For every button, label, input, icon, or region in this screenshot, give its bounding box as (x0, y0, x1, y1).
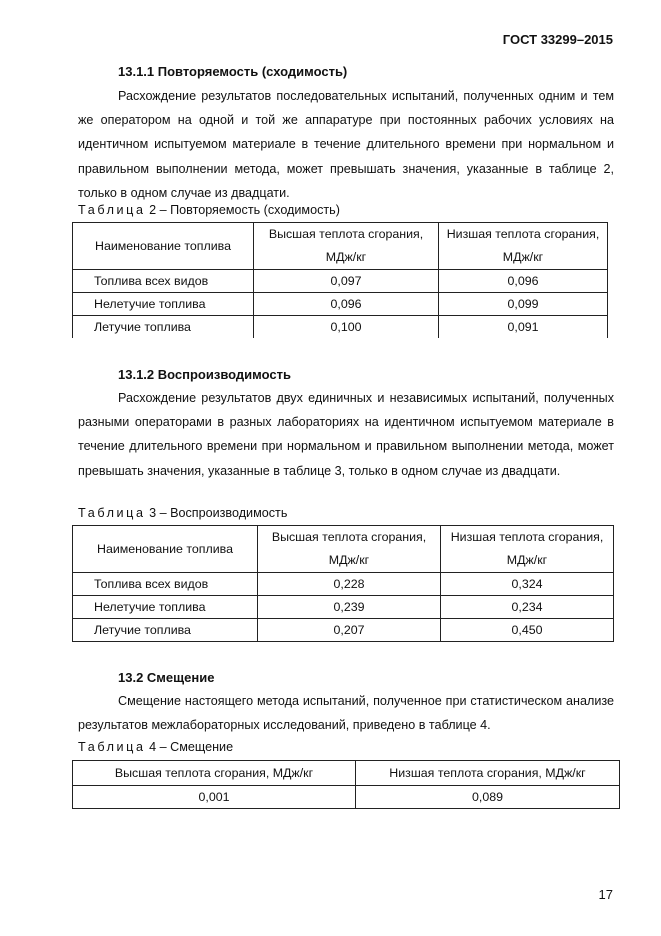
table-row (73, 573, 614, 596)
table-repeatability (72, 222, 608, 338)
higher-heat-cell: 0,207 (258, 619, 441, 642)
column-header-fuel: Наименование топлива (73, 526, 258, 573)
column-header-lower-heat: Низшая теплота сгорания, МДж/кг (439, 223, 608, 270)
lower-heat-cell: 0,234 (441, 596, 614, 619)
fuel-name-cell: Топлива всех видов (73, 573, 258, 596)
caption-title: 2 – Повторяемость (сходимость) (149, 203, 340, 217)
section-heading-bias: 13.2 Смещение (118, 670, 215, 685)
fuel-name-cell: Летучие топлива (73, 316, 254, 339)
caption-word: Таблица (78, 740, 146, 754)
caption-word: Таблица (78, 203, 146, 217)
paragraph-reproducibility: Расхождение результатов двух единичных и независимых испытаний, полученных разными операторами в разных лабораториях на идентичном испытуемом материале в течение длительного времени при нормальном и правильном выполнении метода, может превышать значения, указанные в таблице 3, только в одном случае из двадцати. (78, 391, 614, 478)
column-header-higher-heat: Высшая теплота сгорания, МДж/кг (258, 526, 441, 573)
fuel-name-cell: Нелетучие топлива (73, 293, 254, 316)
column-header-fuel: Наименование топлива (73, 223, 254, 270)
section-heading-reproducibility: 13.1.2 Воспроизводимость (118, 367, 291, 382)
paragraph-repeatability: Расхождение результатов последовательных испытаний, полученных одним и тем же оператором на одной и той же аппаратуре при постоянных рабочих условиях на идентичном испытуемом материале в течение длительного времени при нормальном и правильном выполнении метода, может превышать значения, указанные в таблице 2, только в одном случае из двадцати. (78, 89, 614, 200)
table-bias (72, 760, 620, 809)
page-number: 17 (598, 887, 613, 902)
lower-heat-cell: 0,089 (356, 786, 620, 809)
paragraph-bias: Смещение настоящего метода испытаний, полученное при статистическом анализе результатов межлабораторных исследований, приведено в таблице 4. (78, 694, 614, 733)
higher-heat-cell: 0,228 (258, 573, 441, 596)
fuel-name-cell: Топлива всех видов (73, 270, 254, 293)
table4-caption (78, 740, 233, 754)
column-header-lower-heat: Низшая теплота сгорания, МДж/кг (356, 761, 620, 786)
table-row (73, 316, 608, 339)
column-header-higher-heat: Высшая теплота сгорания, МДж/кг (254, 223, 439, 270)
lower-heat-cell: 0,091 (439, 316, 608, 339)
table-row (73, 619, 614, 642)
lower-heat-cell: 0,096 (439, 270, 608, 293)
column-header-higher-heat: Высшая теплота сгорания, МДж/кг (73, 761, 356, 786)
table-header-row (73, 223, 608, 270)
table-header-row (73, 761, 620, 786)
caption-word: Таблица (78, 506, 146, 520)
higher-heat-cell: 0,097 (254, 270, 439, 293)
table2-caption (78, 203, 340, 217)
document-code: ГОСТ 33299–2015 (502, 32, 613, 47)
table-reproducibility (72, 525, 614, 642)
table-row (73, 293, 608, 316)
table-row (73, 786, 620, 809)
lower-heat-cell: 0,450 (441, 619, 614, 642)
column-header-lower-heat: Низшая теплота сгорания, МДж/кг (441, 526, 614, 573)
lower-heat-cell: 0,099 (439, 293, 608, 316)
fuel-name-cell: Летучие топлива (73, 619, 258, 642)
higher-heat-cell: 0,096 (254, 293, 439, 316)
table-row (73, 596, 614, 619)
table-row (73, 270, 608, 293)
table-header-row (73, 526, 614, 573)
higher-heat-cell: 0,100 (254, 316, 439, 339)
higher-heat-cell: 0,001 (73, 786, 356, 809)
table3-caption (78, 506, 287, 520)
caption-title: 3 – Воспроизводимость (149, 506, 288, 520)
section-heading-repeatability: 13.1.1 Повторяемость (сходимость) (118, 64, 348, 79)
fuel-name-cell: Нелетучие топлива (73, 596, 258, 619)
caption-title: 4 – Смещение (149, 740, 234, 754)
higher-heat-cell: 0,239 (258, 596, 441, 619)
lower-heat-cell: 0,324 (441, 573, 614, 596)
